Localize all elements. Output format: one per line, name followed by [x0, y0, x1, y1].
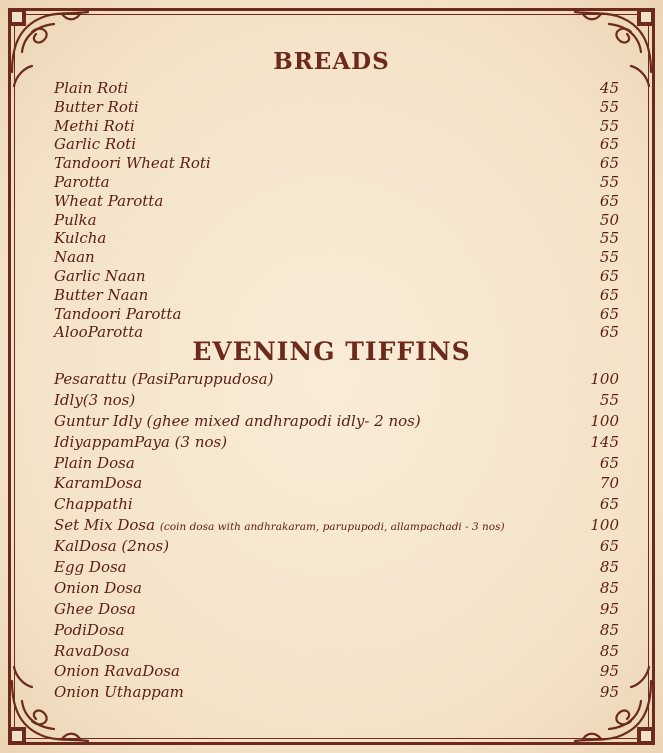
section-title-breads: BREADS — [273, 48, 390, 75]
menu-item-price: 100 — [590, 411, 619, 430]
menu-item-name: Parotta — [54, 172, 110, 191]
section-title-evening-tiffins: EVENING TIFFINS — [192, 337, 471, 366]
menu-item-name: KaramDosa — [54, 474, 143, 493]
menu-item-price: 100 — [590, 516, 619, 535]
menu-item-name: IdiyappamPaya (3 nos) — [54, 432, 228, 451]
menu-item-name: Kulcha — [54, 229, 107, 248]
menu-item-name-group — [54, 473, 142, 494]
menu-item-name-group — [54, 248, 95, 267]
menu-item-name-group — [54, 229, 106, 248]
breads-list — [54, 79, 619, 342]
menu-item-name: Idly(3 nos) — [54, 390, 136, 409]
menu-item — [54, 390, 619, 411]
menu-item-name: KalDosa (2nos) — [54, 537, 170, 556]
menu-item — [54, 135, 619, 154]
menu-item-name: Ghee Dosa — [54, 599, 136, 618]
menu-item-price: 95 — [599, 683, 619, 702]
menu-item-name: Pesarattu (PasiParuppudosa) — [54, 370, 274, 388]
menu-item-price: 65 — [599, 537, 619, 556]
menu-item — [54, 98, 619, 117]
menu-item-name: Methi Roti — [54, 116, 135, 135]
menu-item-price: 65 — [599, 154, 619, 173]
menu-item-price: 85 — [599, 558, 619, 577]
menu-item — [54, 473, 619, 494]
menu-item — [54, 682, 619, 703]
menu-item-name-group — [54, 154, 211, 173]
menu-item-price: 45 — [599, 79, 619, 97]
menu-item — [54, 173, 619, 192]
menu-item — [54, 286, 619, 305]
menu-item-name: Pulka — [54, 210, 97, 229]
menu-item — [54, 536, 619, 557]
menu-item-price: 65 — [599, 304, 619, 323]
menu-item-price: 100 — [590, 370, 619, 388]
menu-item-price: 55 — [599, 248, 619, 267]
menu-item — [54, 557, 619, 578]
menu-item-name-group — [54, 173, 110, 192]
menu-item-name: Wheat Parotta — [54, 191, 164, 210]
menu-item-name-group — [54, 641, 130, 662]
menu-item — [54, 599, 619, 620]
menu-item-price: 65 — [599, 135, 619, 154]
menu-item-name-group — [54, 432, 227, 453]
menu-item-price: 65 — [599, 191, 619, 210]
menu-item-note: (coin dosa with andhrakaram, parupupodi, allampachadi - 3 nos) — [159, 521, 505, 534]
menu-item — [54, 211, 619, 230]
menu-item-name: Naan — [54, 248, 95, 267]
menu-item-name-group — [54, 305, 181, 324]
menu-item-name-group — [54, 390, 135, 411]
menu-item-name: RavaDosa — [54, 641, 130, 660]
menu-item-price: 65 — [599, 323, 619, 342]
menu-item-name-group — [54, 369, 273, 390]
menu-item-price: 65 — [599, 495, 619, 514]
menu-item-name-group — [54, 536, 169, 557]
menu-item-price: 55 — [599, 229, 619, 248]
menu-item-price: 85 — [599, 578, 619, 597]
menu-item-name-group — [54, 79, 128, 98]
menu-item-price: 95 — [599, 599, 619, 618]
menu-item-price: 55 — [599, 97, 619, 116]
menu-item — [54, 117, 619, 136]
menu-item-name-group — [54, 661, 180, 682]
menu-item-name: Guntur Idly (ghee mixed andhrapodi idly- 2 nos) — [54, 411, 421, 430]
menu-item-price: 65 — [599, 453, 619, 472]
menu-item-price: 145 — [590, 432, 619, 451]
menu-item-name: Set Mix Dosa — [54, 516, 156, 535]
menu-item-name-group — [54, 599, 136, 620]
menu-item-price: 65 — [599, 285, 619, 304]
menu-item-name-group — [54, 578, 142, 599]
menu-item — [54, 411, 619, 432]
menu-item-name-group — [54, 135, 136, 154]
menu-item-name: Garlic Naan — [54, 266, 146, 285]
menu-item-name-group — [54, 682, 184, 703]
menu-item — [54, 305, 619, 324]
menu-item-name-group — [54, 211, 97, 230]
menu-item — [54, 494, 619, 515]
menu-item-name: Tandoori Wheat Roti — [54, 154, 211, 173]
menu-item-price: 50 — [599, 210, 619, 229]
menu-item-price: 85 — [599, 620, 619, 639]
menu-item — [54, 432, 619, 453]
menu-item-name-group — [54, 192, 163, 211]
menu-item-name: Butter Roti — [54, 97, 139, 116]
menu-item-name-group — [54, 98, 139, 117]
menu-item-name-group — [54, 515, 505, 538]
menu-item — [54, 154, 619, 173]
menu-item-name: Onion Uthappam — [54, 683, 184, 702]
menu-item — [54, 515, 619, 536]
menu-item-name: Chappathi — [54, 495, 133, 514]
menu-item — [54, 192, 619, 211]
menu-item — [54, 453, 619, 474]
menu-item-name-group — [54, 267, 146, 286]
menu-item — [54, 578, 619, 599]
menu-item-price: 85 — [599, 641, 619, 660]
menu-item-name: AlooParotta — [54, 323, 144, 342]
menu-item-name: Garlic Roti — [54, 135, 137, 154]
menu-item-price: 65 — [599, 266, 619, 285]
menu-item-name-group — [54, 557, 127, 578]
menu-item — [54, 620, 619, 641]
menu-item-name: Tandoori Parotta — [54, 304, 182, 323]
menu-item — [54, 641, 619, 662]
menu-item-price: 70 — [599, 474, 619, 493]
menu-item-price: 55 — [599, 172, 619, 191]
menu-item — [54, 248, 619, 267]
menu-item-price: 55 — [599, 116, 619, 135]
menu-item-name: Egg Dosa — [54, 558, 127, 577]
menu-item-name-group — [54, 411, 421, 432]
menu-item-price: 55 — [599, 390, 619, 409]
menu-item — [54, 229, 619, 248]
menu-item-name-group — [54, 453, 135, 474]
menu-item-name-group — [54, 494, 133, 515]
menu-item-name: Onion RavaDosa — [54, 662, 180, 681]
menu-item-name: PodiDosa — [54, 620, 125, 639]
menu-item-name-group — [54, 620, 125, 641]
menu-item-name: Onion Dosa — [54, 578, 142, 597]
menu-item-name: Butter Naan — [54, 285, 149, 304]
menu-item — [54, 79, 619, 98]
menu-item-price: 95 — [599, 662, 619, 681]
menu-item-name: Plain Dosa — [54, 453, 135, 472]
menu-item — [54, 267, 619, 286]
menu-item-name-group — [54, 286, 148, 305]
evening-tiffins-list — [54, 369, 619, 703]
menu-item-name-group — [54, 117, 135, 136]
menu-item-name: Plain Roti — [54, 79, 129, 97]
menu-item — [54, 661, 619, 682]
menu-item — [54, 369, 619, 390]
